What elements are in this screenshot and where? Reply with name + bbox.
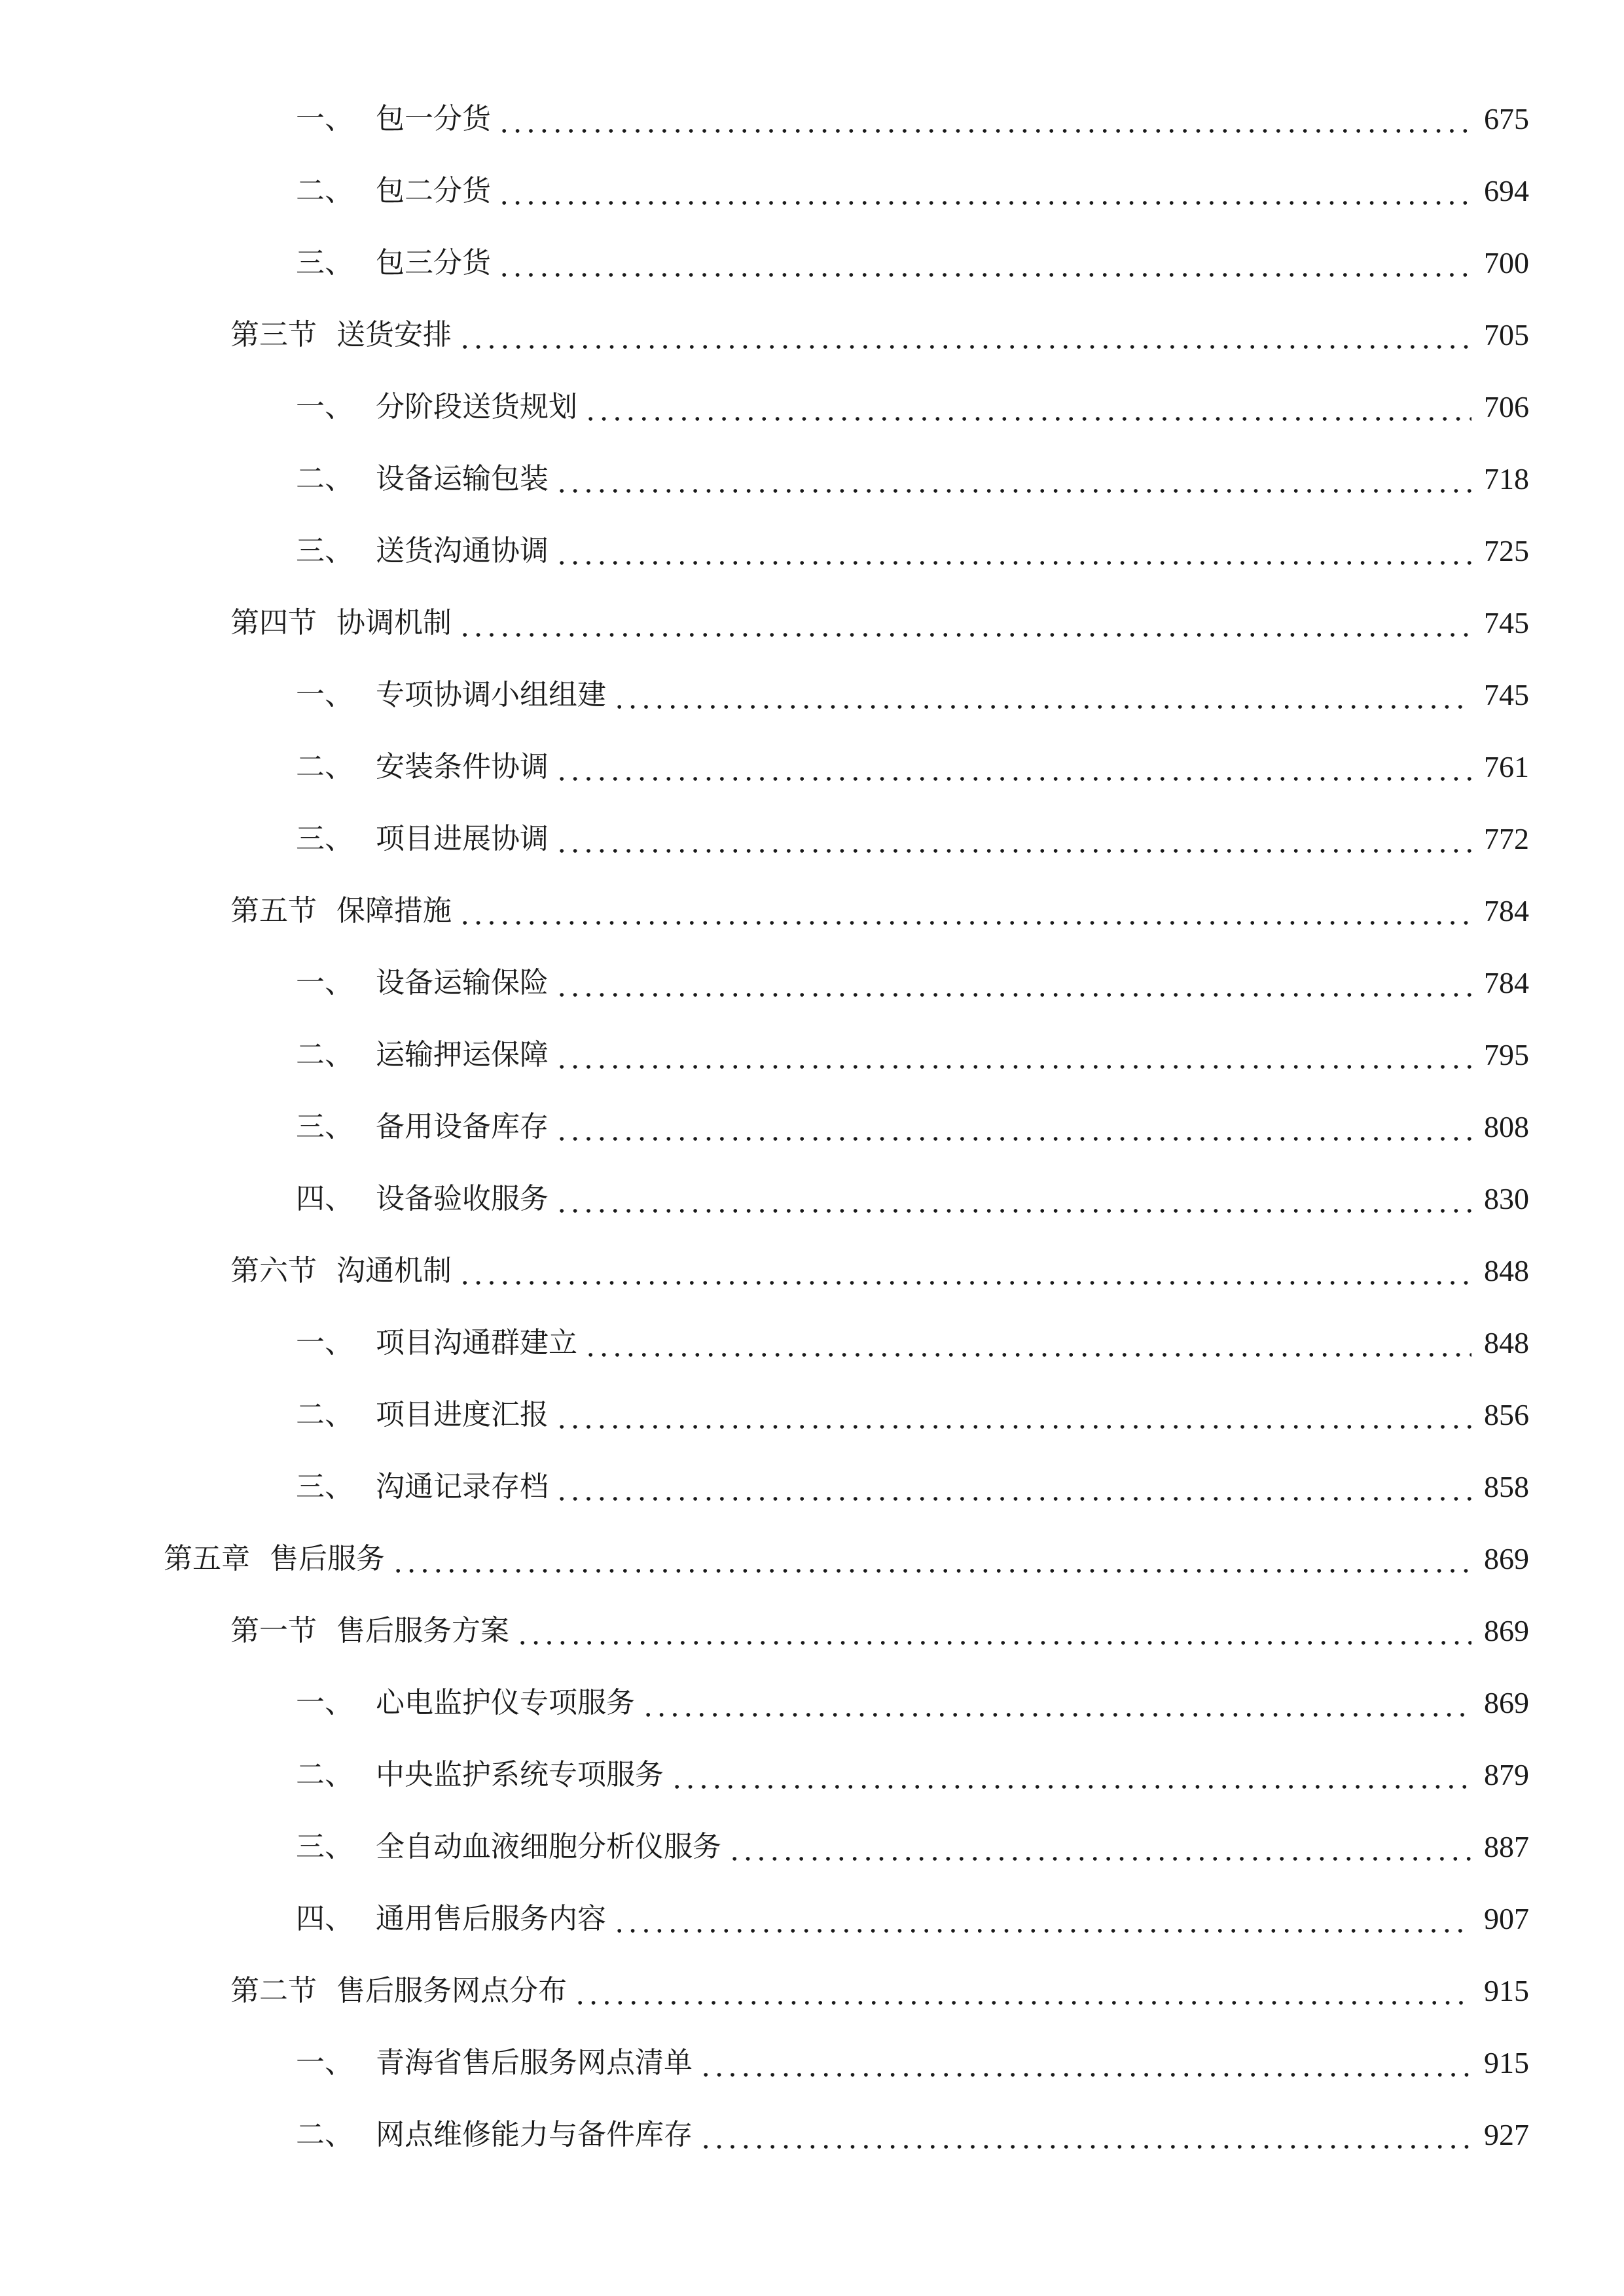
toc-entry-page: 887 (1484, 1830, 1529, 1863)
toc-entry-title: 售后服务方案 (336, 1614, 509, 1647)
toc-entry-title: 全自动血液细胞分析仪服务 (376, 1830, 721, 1863)
toc-entry-number: 一、 (296, 1686, 353, 1719)
toc-entry-page: 848 (1484, 1326, 1529, 1359)
toc-entry-title: 设备运输保险 (376, 966, 549, 999)
toc-entry-title: 沟通记录存档 (376, 1470, 549, 1503)
toc-entry-page: 869 (1484, 1614, 1529, 1647)
toc-entry-page: 705 (1484, 318, 1529, 351)
toc-entry-number: 二、 (296, 750, 353, 783)
dot-leader (391, 1547, 1471, 1575)
toc-entry-title: 分阶段送货规划 (376, 390, 577, 423)
dot-leader (670, 1763, 1471, 1791)
toc-entry-number: 一、 (296, 102, 353, 135)
toc-entry-number: 第四节 (230, 606, 317, 639)
toc-entry-title: 心电监护仪专项服务 (376, 1686, 635, 1719)
toc-entry-title: 售后服务网点分布 (336, 1974, 567, 2007)
toc-entry-number: 二、 (296, 1398, 353, 1431)
dot-leader (497, 251, 1471, 279)
toc-entry-title: 项目沟通群建立 (376, 1326, 577, 1359)
dot-leader (573, 1979, 1471, 2007)
toc-entry-number: 三、 (296, 534, 353, 567)
toc-entry[interactable] (296, 1019, 1529, 1091)
toc-entry[interactable] (296, 155, 1529, 227)
toc-entry-number: 第二节 (230, 1974, 317, 2007)
toc-entry-number: 第五章 (164, 1542, 250, 1575)
toc-entry-title: 项目进度汇报 (376, 1398, 549, 1431)
toc-entry-title: 设备验收服务 (376, 1182, 549, 1215)
toc-entry-page: 784 (1484, 966, 1529, 999)
toc-entry[interactable] (296, 515, 1529, 587)
toc-entry[interactable] (296, 2099, 1529, 2171)
toc-entry[interactable] (296, 803, 1529, 875)
toc-entry-page: 848 (1484, 1254, 1529, 1287)
dot-leader (699, 2123, 1471, 2151)
toc-entry-page: 745 (1484, 678, 1529, 711)
toc-entry-page: 907 (1484, 1902, 1529, 1935)
toc-entry[interactable] (164, 1523, 1529, 1595)
toc-entry-number: 二、 (296, 1038, 353, 1071)
toc-entry-title: 设备运输包装 (376, 462, 549, 495)
toc-entry-page: 706 (1484, 390, 1529, 423)
toc-entry-title: 安装条件协调 (376, 750, 549, 783)
toc-entry-title: 运输押运保障 (376, 1038, 549, 1071)
toc-entry[interactable] (230, 299, 1529, 371)
toc-entry[interactable] (296, 227, 1529, 299)
toc-entry[interactable] (296, 1091, 1529, 1163)
toc-entry-number: 三、 (296, 1470, 353, 1503)
toc-entry-title: 通用售后服务内容 (376, 1902, 606, 1935)
toc-entry-title: 保障措施 (336, 894, 452, 927)
toc-entry[interactable] (296, 1667, 1529, 1739)
dot-leader (497, 107, 1471, 135)
toc-entry-number: 三、 (296, 1830, 353, 1863)
dot-leader (458, 1259, 1471, 1287)
toc-entry-page: 856 (1484, 1398, 1529, 1431)
toc-entry-page: 830 (1484, 1182, 1529, 1215)
toc-entry[interactable] (296, 1883, 1529, 1955)
dot-leader (555, 827, 1471, 855)
toc-entry-page: 869 (1484, 1542, 1529, 1575)
dot-leader (555, 1475, 1471, 1503)
toc-entry-number: 一、 (296, 390, 353, 423)
toc-entry-number: 一、 (296, 678, 353, 711)
toc-entry-page: 745 (1484, 606, 1529, 639)
dot-leader (641, 1691, 1471, 1719)
toc-entry-title: 售后服务 (270, 1542, 385, 1575)
toc-entry[interactable] (296, 659, 1529, 731)
toc-entry-title: 协调机制 (336, 606, 452, 639)
toc-entry[interactable] (230, 1595, 1529, 1667)
toc-entry-number: 二、 (296, 462, 353, 495)
toc-entry-page: 784 (1484, 894, 1529, 927)
toc-entry-number: 三、 (296, 1110, 353, 1143)
dot-leader (497, 179, 1471, 207)
toc-entry-title: 送货安排 (336, 318, 452, 351)
dot-leader (555, 755, 1471, 783)
toc-entry-page: 761 (1484, 750, 1529, 783)
toc-entry-number: 二、 (296, 2118, 353, 2151)
dot-leader (458, 323, 1471, 351)
toc-entry-number: 三、 (296, 822, 353, 855)
toc-entry[interactable] (296, 731, 1529, 803)
dot-leader (555, 1403, 1471, 1431)
toc-entry[interactable] (230, 1955, 1529, 2027)
toc-entry[interactable] (296, 83, 1529, 155)
toc-entry-page: 808 (1484, 1110, 1529, 1143)
toc-entry[interactable] (230, 875, 1529, 947)
toc-entry[interactable] (296, 2027, 1529, 2099)
dot-leader (555, 1043, 1471, 1071)
toc-entry-number: 一、 (296, 966, 353, 999)
toc-entry[interactable] (230, 587, 1529, 659)
toc-entry-page: 869 (1484, 1686, 1529, 1719)
dot-leader (555, 539, 1471, 567)
dot-leader (613, 1907, 1471, 1935)
toc-entry-page: 915 (1484, 2046, 1529, 2079)
toc-entry-page: 694 (1484, 174, 1529, 207)
toc-entry-title: 包二分货 (376, 174, 491, 207)
dot-leader (699, 2051, 1471, 2079)
dot-leader (458, 611, 1471, 639)
toc-entry-number: 一、 (296, 2046, 353, 2079)
toc-entry-page: 927 (1484, 2118, 1529, 2151)
toc-entry-number: 三、 (296, 246, 353, 279)
toc-entry-title: 备用设备库存 (376, 1110, 549, 1143)
toc-entry-page: 772 (1484, 822, 1529, 855)
toc-entry-title: 中央监护系统专项服务 (376, 1758, 664, 1791)
toc-entry[interactable] (296, 1379, 1529, 1451)
toc-entry-number: 第五节 (230, 894, 317, 927)
toc-entry-number: 第六节 (230, 1254, 317, 1287)
toc-entry-title: 沟通机制 (336, 1254, 452, 1287)
toc-entry[interactable] (296, 1811, 1529, 1883)
toc-entry-number: 第三节 (230, 318, 317, 351)
toc-entry-number: 四、 (296, 1182, 353, 1215)
toc-entry-page: 879 (1484, 1758, 1529, 1791)
toc-entry-page: 858 (1484, 1470, 1529, 1503)
toc-entry-title: 网点维修能力与备件库存 (376, 2118, 693, 2151)
dot-leader (728, 1835, 1471, 1863)
dot-leader (555, 1115, 1471, 1143)
toc-entry-title: 项目进展协调 (376, 822, 549, 855)
toc-entry[interactable] (296, 947, 1529, 1019)
toc-entry-number: 二、 (296, 1758, 353, 1791)
toc-entry-page: 675 (1484, 102, 1529, 135)
toc-entry-title: 青海省售后服务网点清单 (376, 2046, 693, 2079)
dot-leader (584, 1331, 1471, 1359)
dot-leader (516, 1619, 1471, 1647)
toc-entry-number: 一、 (296, 1326, 353, 1359)
toc-entry-page: 915 (1484, 1974, 1529, 2007)
toc-entry[interactable] (296, 1163, 1529, 1235)
toc-entry[interactable] (296, 1307, 1529, 1379)
dot-leader (458, 899, 1471, 927)
dot-leader (555, 467, 1471, 495)
dot-leader (555, 1187, 1471, 1215)
toc-entry[interactable] (296, 1739, 1529, 1811)
toc-entry[interactable] (296, 1451, 1529, 1523)
toc-entry-number: 四、 (296, 1902, 353, 1935)
toc-entry[interactable] (230, 1235, 1529, 1307)
toc-entry-page: 700 (1484, 246, 1529, 279)
toc-entry-page: 725 (1484, 534, 1529, 567)
toc-entry-title: 送货沟通协调 (376, 534, 549, 567)
toc-entry[interactable] (296, 371, 1529, 443)
toc-entry-page: 718 (1484, 462, 1529, 495)
toc-entry[interactable] (296, 443, 1529, 515)
dot-leader (613, 683, 1471, 711)
toc-entry-title: 包一分货 (376, 102, 491, 135)
toc-entry-title: 专项协调小组组建 (376, 678, 606, 711)
dot-leader (555, 971, 1471, 999)
toc-entry-number: 第一节 (230, 1614, 317, 1647)
toc-entry-title: 包三分货 (376, 246, 491, 279)
dot-leader (584, 395, 1471, 423)
toc-entry-number: 二、 (296, 174, 353, 207)
toc-entry-page: 795 (1484, 1038, 1529, 1071)
